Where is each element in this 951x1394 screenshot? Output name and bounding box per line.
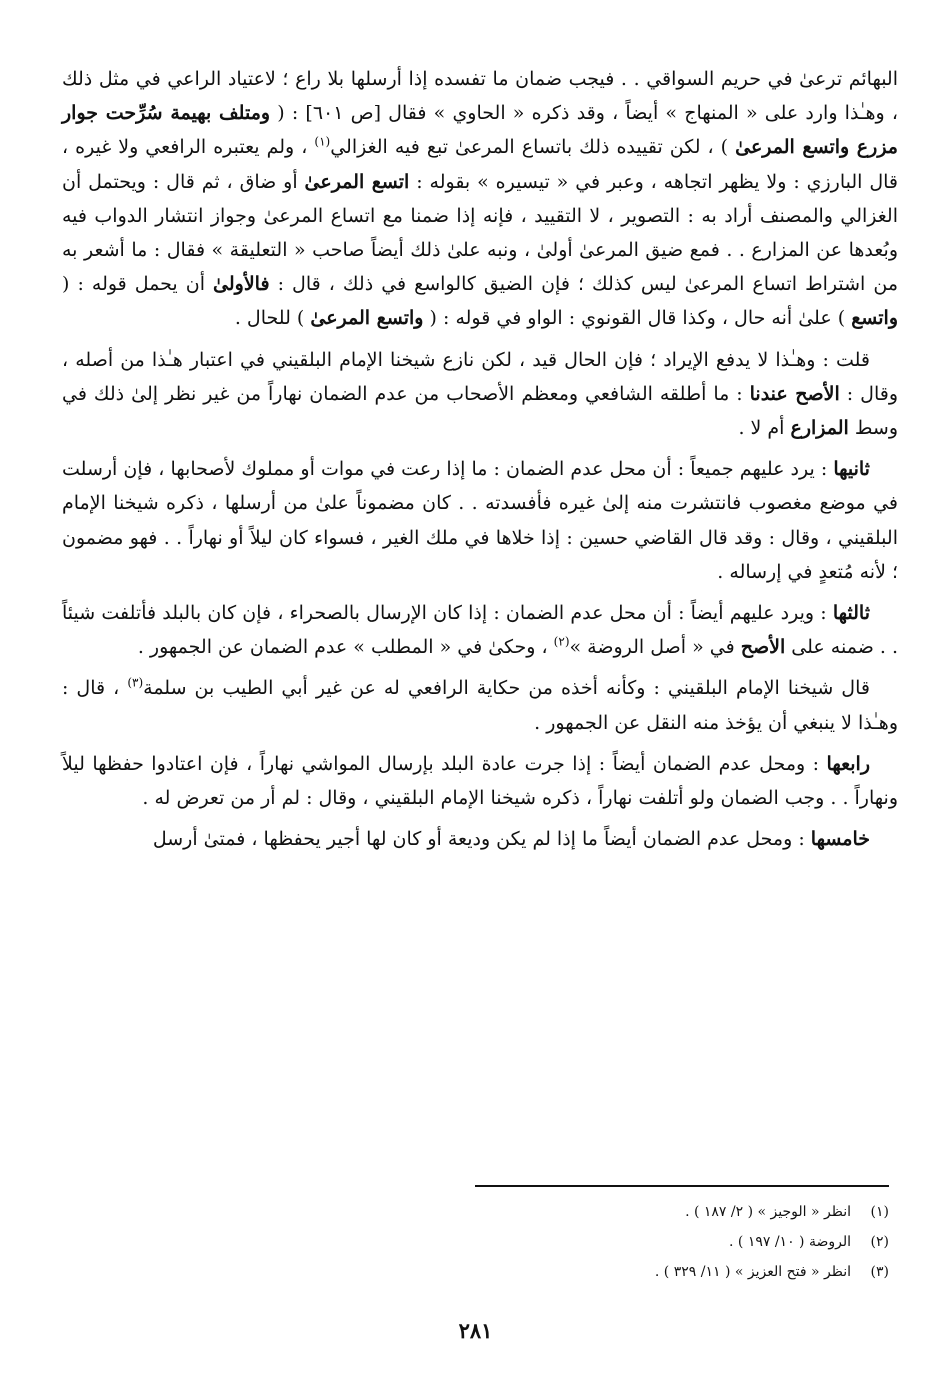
text-run: ، قال : وهـٰذا لا ينبغي أن يؤخذ منه النقل عن الجمهور . (62, 677, 898, 734)
paragraph-2 (62, 343, 898, 446)
paragraph-7 (62, 822, 898, 856)
section-heading-fifth: خامسها (810, 828, 870, 851)
text-run: : ومحل عدم الضمان أيضاً : إذا جرت عادة البلد بإرسال المواشي نهاراً ، فإن اعتادوا حفظها ليلاً ونهاراً . . وجب الضمان ولو أتلفت نهاراً ، ذكره شيخنا الإمام البلقيني ، وقال : لم أر من تعرض له . (62, 752, 898, 810)
text-run: أو ضاق ، ثم قال : ويحتمل أن الغزالي والمصنف أراد به : التصوير ، لا التقييد ، فإنه إذا ضمنا مع اتساع المرعىٰ وجواز انتشار الدواب فيه وبُعدها عن المزارع . . فمع ضيق المرعىٰ أولىٰ ، ونبه علىٰ ذلك أيضاً صاحب « التعليقة » فقال : ما أشعر به من اشتراط اتساع المرعىٰ ليس كذلك ؛ فإن الضيق كالواسع في ذلك ، قال : (62, 170, 899, 296)
footnotes (369, 1197, 889, 1287)
text-run: في « أصل الروضة » (569, 636, 735, 659)
footnote-3 (369, 1257, 889, 1287)
section-heading-second: ثانيها (833, 458, 870, 481)
emphasis-bold: الأصح عندنا (749, 382, 840, 405)
paragraph-1 (62, 62, 898, 336)
text-run: قلت : وهـٰذا لا يدفع الإيراد ؛ فإن الحال قيد ، لكن نازع شيخنا الإمام البلقيني في اعتبار هـٰذا من أصله ، وقال : (62, 348, 898, 405)
text-run: أم لا . (738, 417, 785, 440)
text-run: أن يحمل قوله : ( (62, 273, 205, 296)
text-run: ، وحكىٰ في « المطلب » عدم الضمان عن الجمهور . (137, 636, 548, 659)
page-body (62, 62, 898, 863)
text-run: ) علىٰ أنه حال ، وكذا قال القونوي : الواو في قوله : ( (429, 307, 846, 330)
text-run: ) للحال . (234, 307, 305, 330)
emphasis-bold: الأصح (740, 636, 786, 659)
paragraph-3 (62, 452, 898, 589)
text-run: قال شيخنا الإمام البلقيني : وكأنه أخذه من حكاية الرافعي له عن غير أبي الطيب بن سلمة (143, 677, 870, 700)
paragraph-4 (62, 596, 898, 664)
text-run: : ويرد عليهم أيضاً : أن محل عدم الضمان : إذا كان الإرسال بالصحراء ، فإن كان بالبلد فأتلفت شيئاً . . ضمنه على (62, 602, 898, 659)
footnote-divider (475, 1185, 889, 1187)
text-run: : يرد عليهم جميعاً : أن محل عدم الضمان : ما إذا رعت في موات أو مملوك لأصحابها ، فإن أرسلت في موضع مغصوب فانتشرت منه إلىٰ غيره فأفسدته . . كان مضموناً علىٰ من أرسلها ، ذكره شيخنا الإمام البلقيني ، وقال : وقد قال القاضي حسين : إذا خلاها في ملك الغير ، فسواء كان ليلاً أو نهاراً . . فهو مضمون ؛ لأنه مُتعدٍ في إرساله . (62, 458, 898, 583)
page-number: ٢٨١ (458, 1318, 493, 1343)
text-run: ) ، لكن تقييده ذلك باتساع المرعىٰ تبع فيه الغزالي (330, 136, 729, 159)
text-run: : ومحل عدم الضمان أيضاً ما إذا لم يكن وديعة أو كان لها أجير يحفظها ، فمتىٰ أرسل (152, 828, 805, 851)
quoted-text-bold: المزارع (790, 417, 849, 440)
footnote-text: انظر « الوجيز » ( ٢/ ١٨٧ ) . (685, 1204, 851, 1220)
text-run: البهائم ترعىٰ في حريم السواقي . . فيجب ضمان ما تفسده إذا أرسلها بلا راع ؛ لاعتياد الراعي في مثل ذلك ، وهـٰذا وارد على « المنهاج » أيضاً ، وقد ذكره « الحاوي » فقال [ص ٦٠١] : ( (62, 68, 898, 125)
paragraph-6 (62, 747, 898, 815)
section-heading-fourth: رابعها (826, 752, 871, 775)
footnote-1 (369, 1197, 889, 1227)
footnote-text: الروضة ( ١٠/ ١٩٧ ) . (729, 1234, 851, 1250)
footnote-number: (١) (870, 1204, 889, 1220)
paragraph-5 (62, 671, 898, 739)
footnote-text: انظر « فتح العزيز » ( ١١/ ٣٢٩ ) . (654, 1264, 851, 1280)
footnote-number: (٢) (870, 1234, 889, 1250)
section-heading-third: ثالثها (832, 602, 871, 625)
emphasis-bold: فالأولىٰ (213, 273, 270, 296)
text-run: ، ولم يعتبره الرافعي ولا غيره ، قال البارزي : ولا يظهر اتجاهه ، وعبر في « تيسيره » بقوله : (62, 136, 899, 193)
quoted-text-bold: ومتلف بهيمة سُرِّحت جوار مزرع واتسع المرعىٰ (62, 102, 898, 159)
footnote-number: (٣) (870, 1264, 889, 1280)
text-run: : ما أطلقه الشافعي ومعظم الأصحاب من عدم الضمان نهاراً من غير نظر إلىٰ ذلك في وسط (62, 382, 898, 440)
footnote-ref-1[interactable]: (١) (314, 135, 331, 150)
footnote-ref-2[interactable]: (٢) (553, 634, 570, 649)
footnote-ref-3[interactable]: (٣) (127, 676, 144, 691)
quoted-text-bold: واتسع المرعىٰ (310, 307, 424, 330)
quoted-text-bold: اتسع المرعىٰ (304, 170, 410, 193)
footnote-2 (369, 1227, 889, 1257)
quoted-text-bold: واتسع (851, 307, 898, 330)
